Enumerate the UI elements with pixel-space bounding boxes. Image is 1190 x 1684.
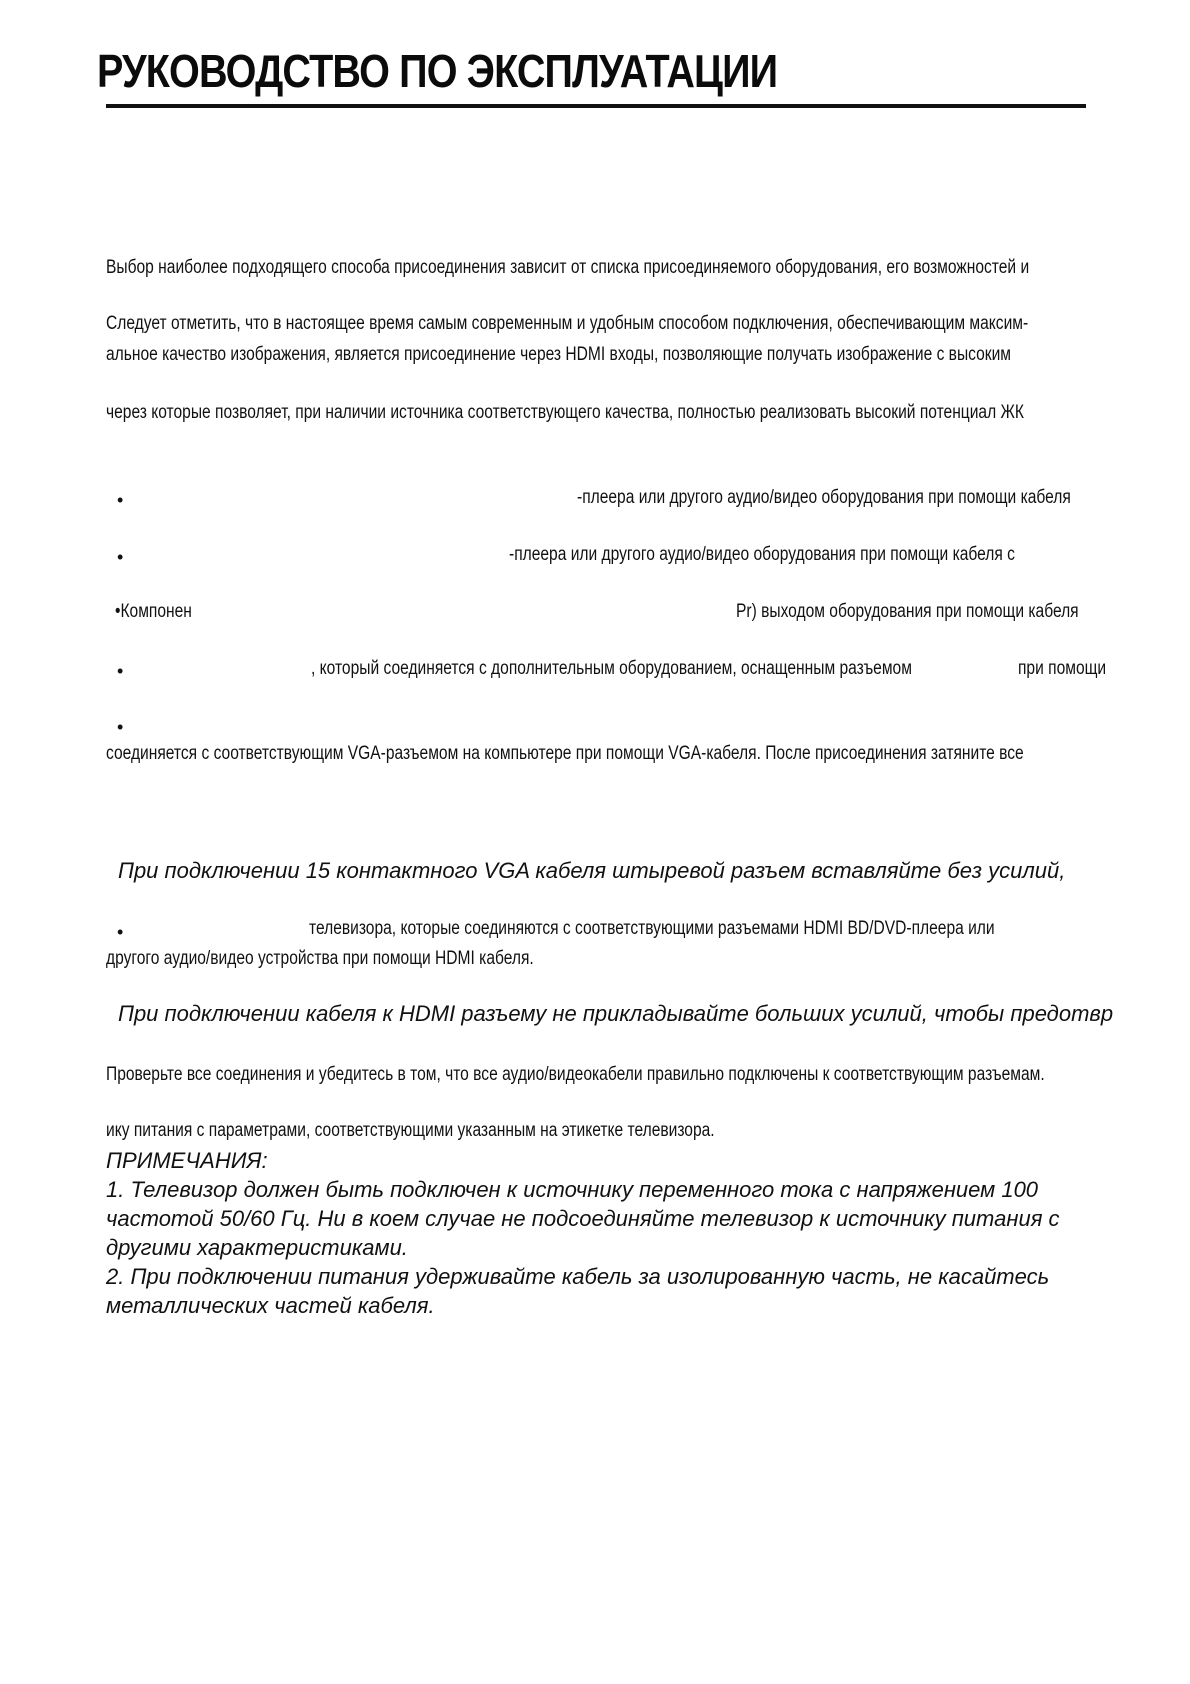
- bullet-marker: •: [117, 490, 124, 510]
- note-line: 1. Телевизор должен быть подключен к источнику переменного тока с напряжением 100: [106, 1177, 1039, 1202]
- paragraph-line: альное качество изображения, является присоединение через HDMI входы, позволяющие получать изображение с высоким: [106, 344, 1012, 365]
- bullet-text: при помощи: [1018, 658, 1107, 679]
- bullet-text: Pr) выходом оборудования при помощи кабеля: [736, 601, 1079, 622]
- bullet-text: телевизора, которые соединяются с соответствующими разъемами HDMI BD/DVD-плеера или: [309, 918, 995, 939]
- bullet-marker: •: [117, 922, 124, 942]
- notes-heading: ПРИМЕЧАНИЯ:: [106, 1148, 268, 1173]
- bullet-marker: •: [117, 661, 124, 681]
- paragraph-line: Выбор наиболее подходящего способа присоединения зависит от списка присоединяемого оборудования, его возможностей и: [106, 257, 1030, 278]
- note-line: металлических частей кабеля.: [106, 1293, 435, 1318]
- paragraph-line: ику питания с параметрами, соответствующими указанным на этикетке телевизора.: [106, 1120, 715, 1141]
- note-line: частотой 50/60 Гц. Ни в коем случае не подсоединяйте телевизор к источнику питания с: [106, 1206, 1060, 1231]
- italic-note: При подключении кабеля к HDMI разъему не прикладывайте больших усилий, чтобы предотвр: [118, 1001, 1114, 1026]
- bullet-text: -плеера или другого аудио/видео оборудования при помощи кабеля с: [509, 544, 1015, 565]
- bullet-text: другого аудио/видео устройства при помощи HDMI кабеля.: [106, 948, 534, 969]
- note-line: 2. При подключении питания удерживайте кабель за изолированную часть, не касайтесь: [106, 1264, 1050, 1289]
- bullet-marker: •: [117, 547, 124, 567]
- note-line: другими характеристиками.: [106, 1235, 408, 1260]
- paragraph-line: Проверьте все соединения и убедитесь в том, что все аудио/видеокабели правильно подключены к соответствующим разъемам.: [106, 1064, 1045, 1085]
- paragraph-line: Следует отметить, что в настоящее время самым современным и удобным способом подключения, обеспечивающим максим-: [106, 313, 1029, 334]
- page-title: РУКОВОДСТВО ПО ЭКСПЛУАТАЦИИ: [97, 45, 778, 97]
- italic-note: При подключении 15 контактного VGA кабеля штыревой разъем вставляйте без усилий,: [118, 858, 1066, 883]
- paragraph-line: через которые позволяет, при наличии источника соответствующего качества, полностью реализовать высокий потенциал ЖК: [106, 402, 1024, 423]
- bullet-marker: •: [117, 717, 124, 737]
- title-rule: [106, 104, 1086, 108]
- bullet-text: соединяется с соответствующим VGA-разъемом на компьютере при помощи VGA-кабеля. После присоединения затяните все: [106, 743, 1024, 764]
- bullet-text: -плеера или другого аудио/видео оборудования при помощи кабеля: [577, 487, 1071, 508]
- bullet-text: •Компонен: [115, 601, 192, 622]
- bullet-text: , который соединяется с дополнительным оборудованием, оснащенным разъемом: [311, 658, 912, 679]
